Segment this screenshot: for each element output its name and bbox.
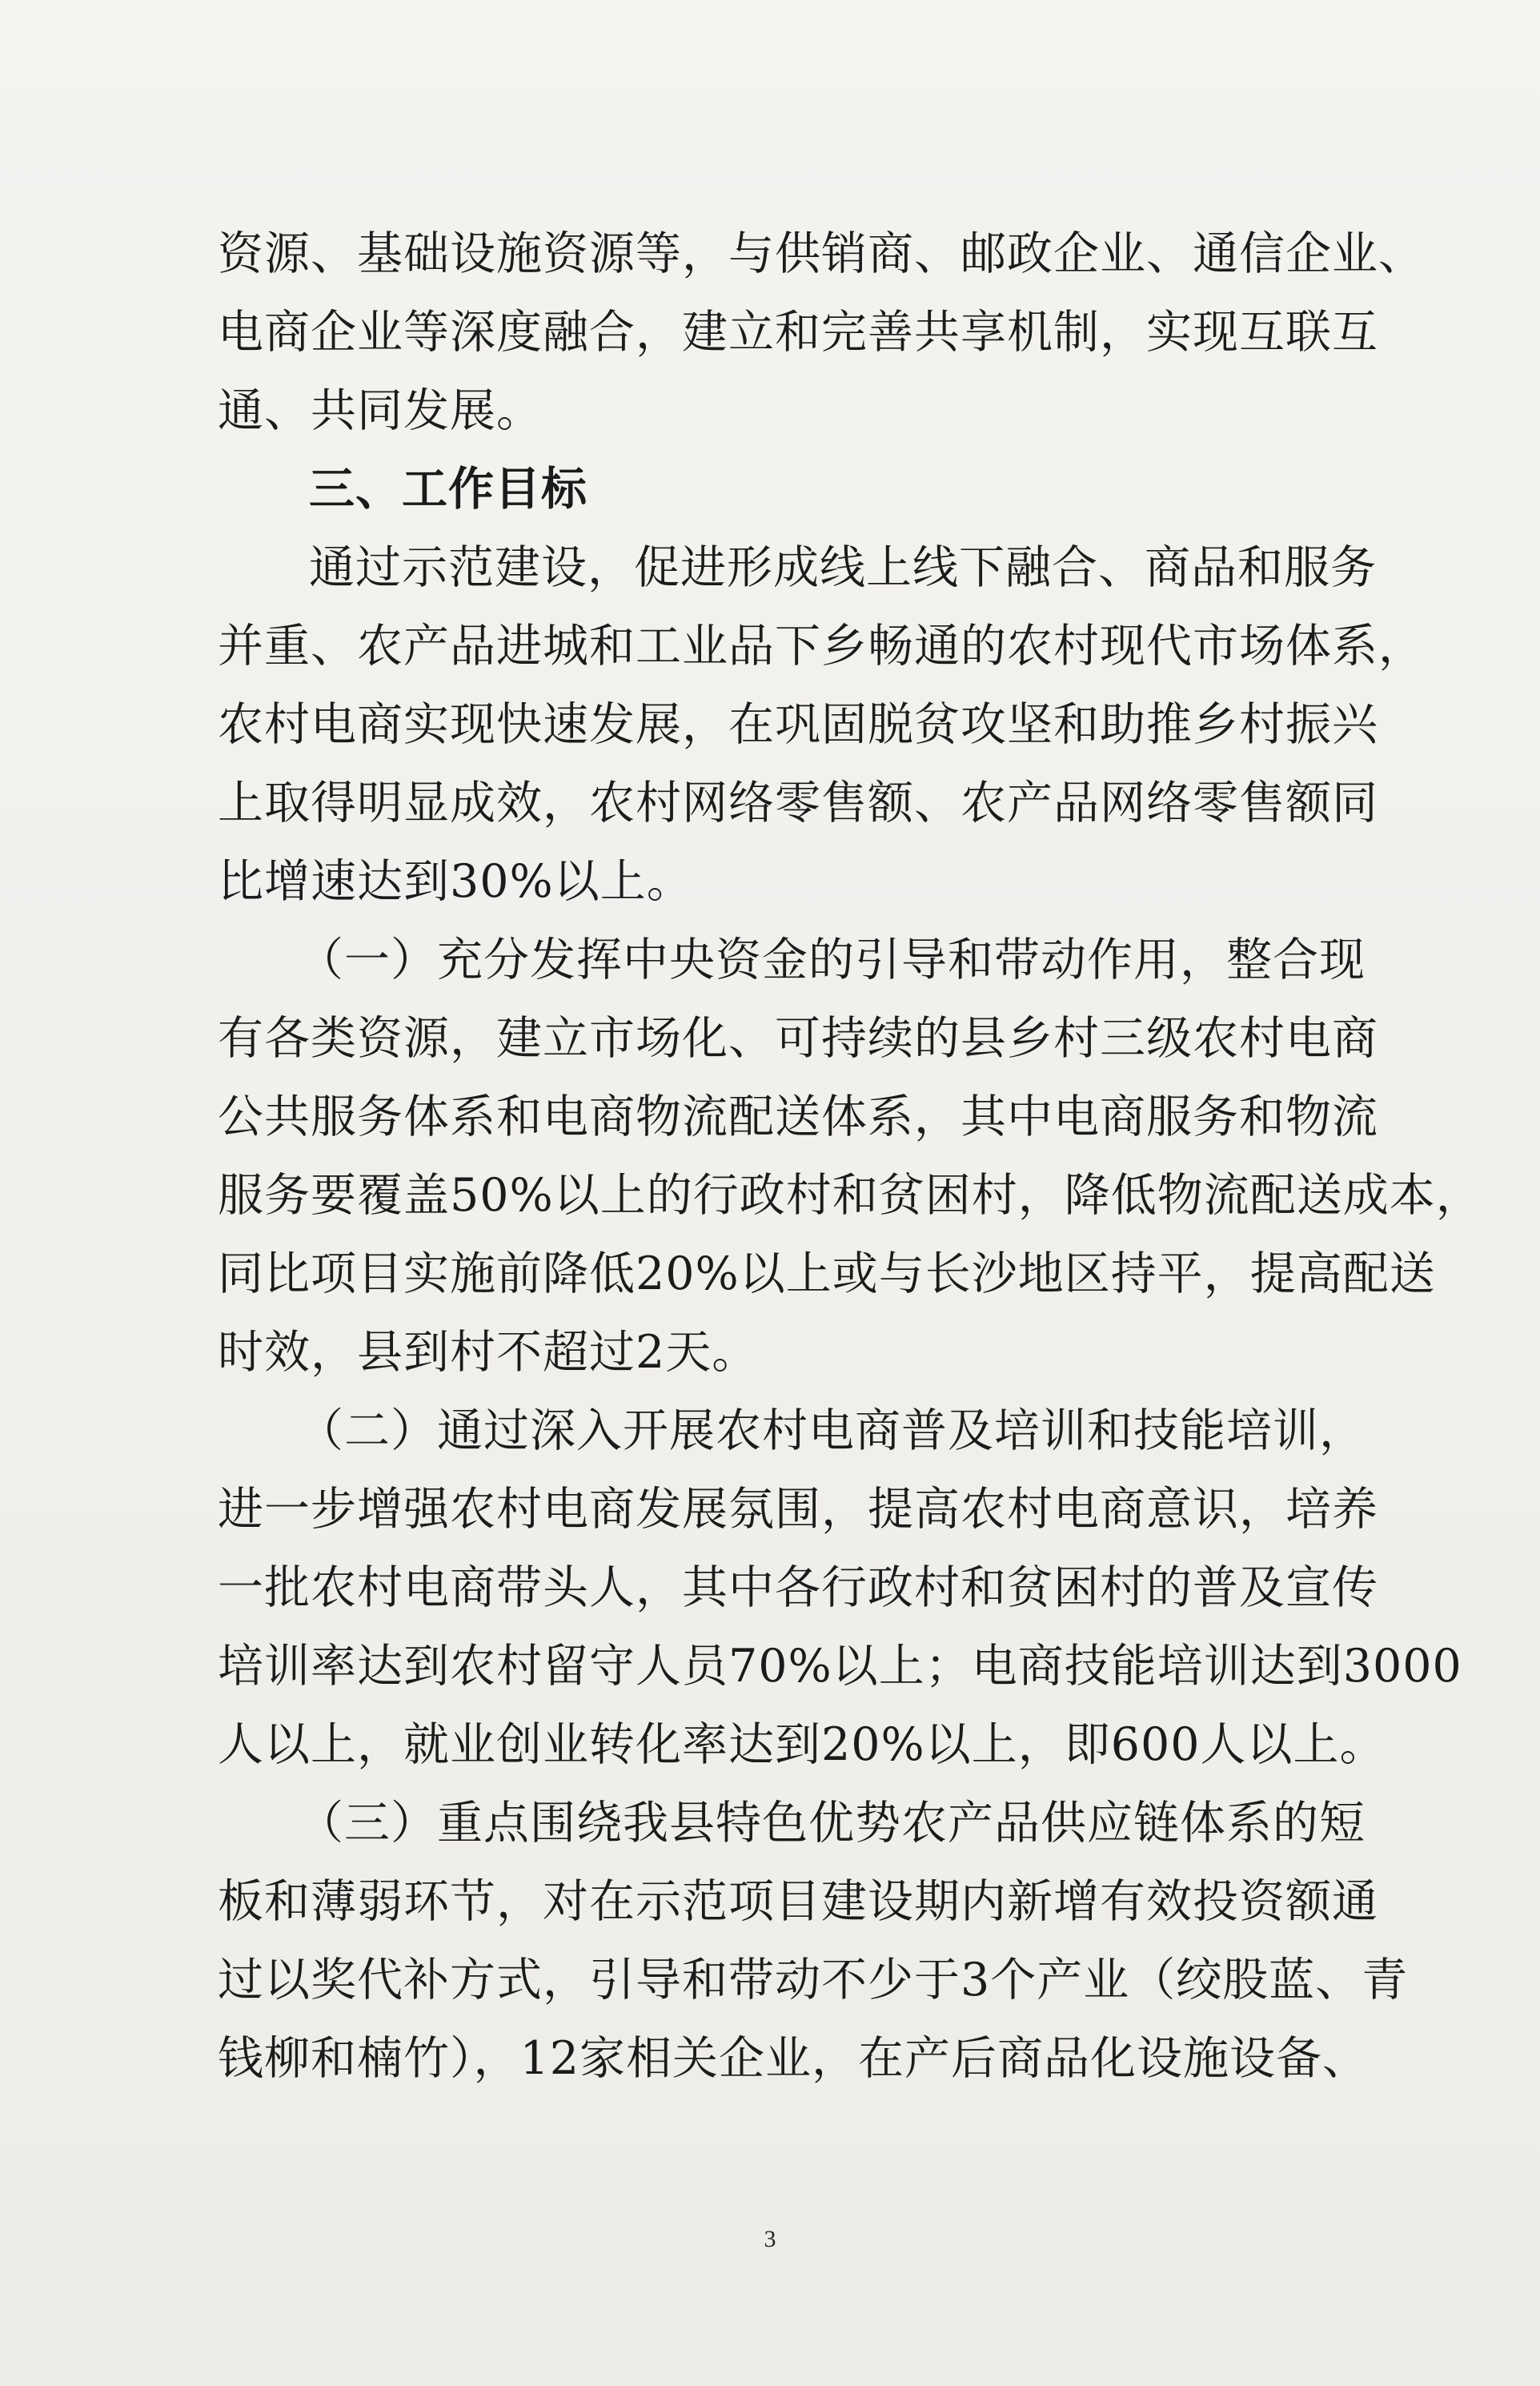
text-line: 上取得明显成效，农村网络零售额、农产品网络零售额同 — [218, 777, 1378, 829]
text-line: 同比项目实施前降低20%以上或与长沙地区持平，提高配送 — [218, 1247, 1436, 1300]
text-line: 过以奖代补方式，引导和带动不少于3个产业（绞股蓝、青 — [218, 1954, 1409, 2006]
section-heading: 三、工作目标 — [309, 463, 588, 516]
paragraph-start: （一）充分发挥中央资金的引导和带动作用，整合现 — [298, 934, 1366, 986]
text-line: 通、共同发展。 — [218, 384, 543, 437]
text-line: 资源、基础设施资源等，与供销商、邮政企业、通信企业、 — [218, 227, 1425, 280]
text-line: 进一步增强农村电商发展氛围，提高农村电商意识，培养 — [218, 1483, 1378, 1536]
paragraph-start: 通过示范建设，促进形成线上线下融合、商品和服务 — [309, 541, 1377, 594]
text-line: 时效，县到村不超过2天。 — [218, 1326, 759, 1379]
text-line: 电商企业等深度融合，建立和完善共享机制，实现互联互 — [218, 306, 1378, 359]
text-line: 比增速达到30%以上。 — [218, 855, 693, 908]
body-text — [218, 215, 1482, 2098]
text-line: 人以上，就业创业转化率达到20%以上，即600人以上。 — [218, 1718, 1386, 1771]
page-number: 3 — [764, 2226, 776, 2252]
text-line: 钱柳和楠竹），12家相关企业，在产后商品化设施设备、 — [218, 2032, 1370, 2085]
text-line: 并重、农产品进城和工业品下乡畅通的农村现代市场体系， — [218, 620, 1425, 673]
paragraph-start: （二）通过深入开展农村电商普及培训和技能培训， — [298, 1404, 1366, 1457]
text-line: 服务要覆盖50%以上的行政村和贫困村，降低物流配送成本， — [218, 1169, 1482, 1222]
paragraph-start: （三）重点围绕我县特色优势农产品供应链体系的短 — [298, 1797, 1366, 1850]
text-line: 有各类资源，建立市场化、可持续的县乡村三级农村电商 — [218, 1012, 1378, 1065]
text-line: 农村电商实现快速发展，在巩固脱贫攻坚和助推乡村振兴 — [218, 698, 1378, 751]
text-line: 培训率达到农村留守人员70%以上；电商技能培训达到3000 — [218, 1640, 1462, 1693]
text-line: 一批农村电商带头人，其中各行政村和贫困村的普及宣传 — [218, 1561, 1378, 1614]
text-line: 公共服务体系和电商物流配送体系，其中电商服务和物流 — [218, 1091, 1378, 1143]
text-line: 板和薄弱环节，对在示范项目建设期内新增有效投资额通 — [218, 1875, 1378, 1928]
